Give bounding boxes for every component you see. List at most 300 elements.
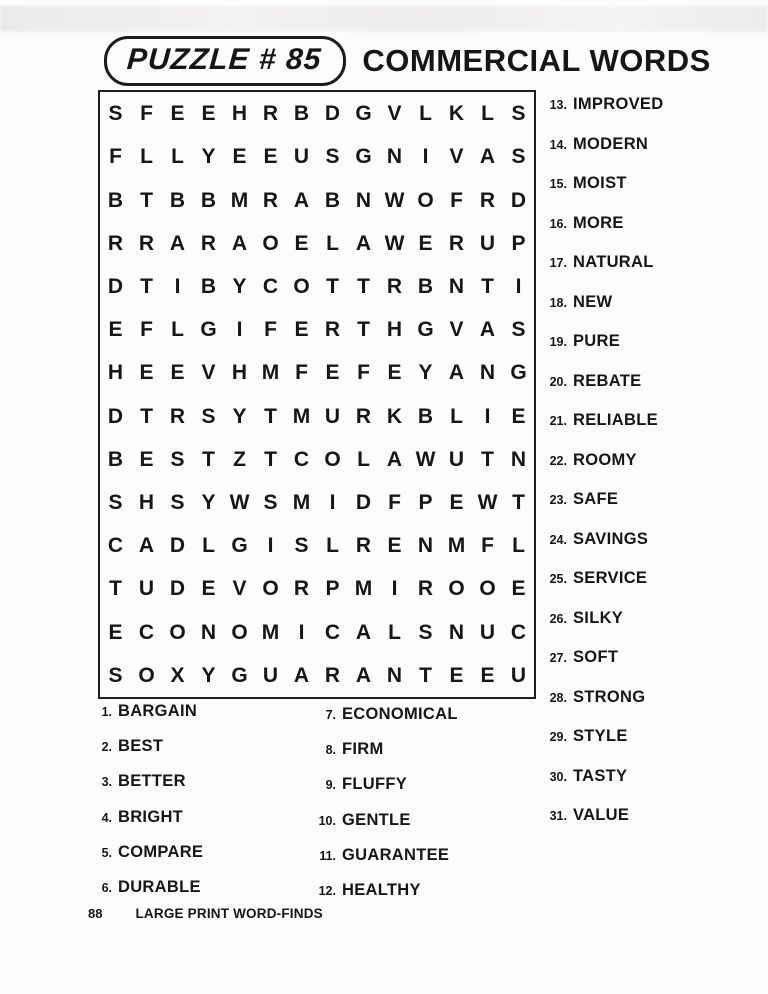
grid-letter: E [170, 361, 185, 385]
grid-letter: B [169, 188, 186, 212]
word-list-item [543, 806, 758, 825]
grid-letter: L [419, 102, 432, 126]
grid-letter: O [479, 577, 496, 601]
grid-letter: T [481, 447, 494, 471]
grid-letter: R [262, 102, 279, 126]
word-text: MOIST [573, 174, 627, 192]
word-list-item [312, 881, 527, 900]
grid-letter: I [174, 274, 181, 298]
grid-letter: L [388, 620, 401, 644]
grid-letter: E [139, 361, 154, 385]
grid-letter: U [479, 231, 496, 255]
grid-letter: A [355, 231, 372, 255]
grid-letter: T [140, 404, 153, 428]
grid-letter: H [386, 318, 403, 342]
grid-letter: F [264, 318, 277, 342]
word-list-item [312, 740, 527, 759]
grid-letter: B [107, 188, 124, 212]
grid-letter: G [355, 145, 372, 169]
word-text: SOFT [573, 648, 619, 666]
word-list-middle [312, 705, 527, 900]
grid-letter: I [515, 274, 522, 298]
grid-letter: Y [418, 361, 433, 385]
word-text: TASTY [573, 766, 628, 785]
grid-letter: Y [232, 404, 247, 428]
grid-letter: R [200, 231, 217, 255]
grid-letter: T [109, 577, 122, 601]
grid-letter: S [170, 491, 185, 515]
word-number: 17. [549, 256, 567, 270]
grid-letter: B [200, 274, 217, 298]
grid-letter: E [170, 102, 185, 126]
grid-letter: B [200, 188, 217, 212]
word-text: REBATE [573, 371, 642, 390]
grid-letter: V [232, 577, 247, 601]
puzzle-number-badge [104, 36, 346, 86]
grid-letter: I [236, 318, 243, 342]
word-text: COMPARE [118, 842, 204, 861]
word-text: STYLE [573, 727, 628, 745]
grid-letter: Y [201, 663, 216, 687]
grid-letter: S [108, 102, 123, 126]
grid-letter: B [324, 188, 341, 212]
grid-letter: R [293, 577, 310, 601]
grid-letter: C [510, 620, 527, 644]
word-list-item [543, 293, 758, 312]
grid-letter: U [510, 663, 527, 687]
grid-letter: R [386, 274, 403, 298]
word-list-item [543, 174, 758, 193]
grid-letter: O [262, 231, 279, 255]
word-list-item [96, 737, 306, 756]
grid-letter: E [449, 663, 464, 687]
word-list-item [543, 332, 758, 351]
grid-letter: O [417, 188, 434, 212]
grid-letter: Y [201, 145, 216, 169]
word-text: DURABLE [118, 877, 201, 896]
grid-letter: M [292, 404, 311, 428]
grid-letter: S [511, 145, 526, 169]
grid-letter: F [450, 188, 463, 212]
word-list-item [96, 702, 306, 721]
grid-letter: D [169, 577, 186, 601]
grid-letter: T [202, 447, 215, 471]
grid-letter: D [510, 188, 527, 212]
grid-letter: C [107, 534, 124, 558]
grid-letter: G [417, 318, 434, 342]
word-text: FLUFFY [342, 775, 408, 794]
grid-letter: D [169, 534, 186, 558]
grid-letter: O [262, 577, 279, 601]
grid-letter: T [264, 447, 277, 471]
grid-letter: W [384, 231, 405, 255]
grid-letter: U [448, 447, 465, 471]
grid-letter: A [386, 447, 403, 471]
word-text: SILKY [573, 608, 624, 627]
grid-letter: E [449, 491, 464, 515]
word-list-right [543, 95, 758, 825]
grid-letter: G [510, 361, 527, 385]
grid-letter: R [355, 404, 372, 428]
grid-letter: L [326, 534, 339, 558]
word-text: SERVICE [573, 569, 648, 587]
word-text: FIRM [342, 740, 384, 759]
grid-letter: A [448, 361, 465, 385]
book-title: LARGE PRINT WORD-FINDS [135, 906, 323, 921]
word-number: 23. [549, 493, 567, 507]
grid-letter: A [231, 231, 248, 255]
grid-letter: N [448, 274, 465, 298]
word-list-item [543, 135, 758, 154]
grid-letter: L [450, 404, 463, 428]
word-number: 1. [101, 705, 112, 719]
grid-letter: I [329, 491, 336, 515]
grid-letter: L [171, 145, 184, 169]
word-list-item [96, 808, 306, 827]
word-number: 11. [319, 848, 336, 863]
grid-letter: H [138, 491, 155, 515]
grid-letter: T [264, 404, 277, 428]
grid-letter: N [448, 620, 465, 644]
grid-letter: N [479, 361, 496, 385]
word-list-item [543, 95, 758, 114]
grid-letter: K [386, 404, 403, 428]
grid-letter: I [267, 534, 274, 558]
grid-letter: C [138, 620, 155, 644]
word-text: RELIABLE [573, 411, 658, 429]
grid-letter: U [262, 663, 279, 687]
grid-letter: E [294, 231, 309, 255]
word-number: 18. [549, 295, 567, 310]
word-text: GUARANTEE [342, 845, 450, 864]
grid-letter: D [107, 274, 124, 298]
word-text: MODERN [573, 134, 649, 153]
grid-letter: C [262, 274, 279, 298]
grid-letter: S [108, 663, 123, 687]
grid-letter: T [357, 318, 370, 342]
grid-letter: S [511, 102, 526, 126]
grid-letter: T [481, 274, 494, 298]
grid-letter: X [170, 663, 185, 687]
puzzle-number-label: PUZZLE # 85 [125, 43, 323, 76]
word-number: 12. [318, 883, 336, 898]
word-text: PURE [573, 332, 621, 350]
word-number: 9. [325, 778, 336, 793]
word-number: 28. [549, 690, 567, 705]
word-number: 26. [549, 611, 567, 626]
grid-letter: G [231, 534, 248, 558]
word-list-item [543, 609, 758, 628]
grid-letter: E [232, 145, 247, 169]
grid-letter: V [449, 145, 464, 169]
scan-artifact-band [0, 6, 768, 32]
grid-letter: E [201, 102, 216, 126]
word-number: 22. [549, 453, 567, 468]
word-text: NEW [573, 292, 613, 311]
grid-letter: R [138, 231, 155, 255]
grid-letter: T [357, 274, 370, 298]
word-list-item [543, 451, 758, 470]
grid-letter: E [480, 663, 495, 687]
grid-letter: I [422, 145, 429, 169]
grid-letter: I [484, 404, 491, 428]
grid-letter: T [419, 663, 432, 687]
grid-letter: L [512, 534, 525, 558]
grid-letter: A [355, 663, 372, 687]
grid-letter: L [202, 534, 215, 558]
grid-letter: S [511, 318, 526, 342]
word-list-item [312, 846, 527, 865]
grid-letter: H [231, 102, 248, 126]
grid-letter: O [231, 620, 248, 644]
grid-letter: E [511, 404, 526, 428]
grid-letter: N [386, 663, 403, 687]
grid-letter: V [201, 361, 216, 385]
grid-letter: M [447, 534, 466, 558]
word-number: 20. [549, 374, 567, 389]
grid-letter: E [201, 577, 216, 601]
grid-letter: U [479, 620, 496, 644]
grid-letter: C [324, 620, 341, 644]
word-list-item [543, 569, 758, 588]
grid-letter: W [415, 447, 436, 471]
grid-letter: S [418, 620, 433, 644]
grid-letter: C [293, 447, 310, 471]
word-number: 29. [549, 730, 567, 744]
word-text: NATURAL [573, 253, 654, 271]
word-text: BRIGHT [118, 807, 184, 826]
grid-letter: D [107, 404, 124, 428]
grid-letter: F [357, 361, 370, 385]
grid-letter: E [511, 577, 526, 601]
word-list-item [543, 727, 758, 746]
word-number: 15. [549, 177, 567, 191]
grid-letter: L [171, 318, 184, 342]
grid-letter: I [298, 620, 305, 644]
word-list-item [312, 705, 527, 724]
word-number: 19. [549, 335, 567, 349]
word-number: 8. [325, 743, 336, 758]
word-text: HEALTHY [342, 880, 421, 899]
grid-letter: N [386, 145, 403, 169]
grid-letter: A [293, 188, 310, 212]
word-list-item [543, 490, 758, 509]
grid-letter: H [231, 361, 248, 385]
grid-letter: A [355, 620, 372, 644]
word-search-grid [98, 90, 536, 699]
word-list-item [543, 767, 758, 786]
grid-letter: V [449, 318, 464, 342]
grid-letter: O [293, 274, 310, 298]
page-title: COMMERCIAL WORDS [362, 43, 711, 78]
grid-letter: E [263, 145, 278, 169]
grid-letter: B [107, 447, 124, 471]
grid-letter: N [200, 620, 217, 644]
word-list-item [543, 530, 758, 549]
word-number: 3. [101, 775, 112, 790]
word-number: 27. [549, 651, 567, 665]
grid-letter: D [324, 102, 341, 126]
grid-letter: T [512, 491, 525, 515]
grid-letter: G [200, 318, 217, 342]
grid-letter: V [387, 102, 402, 126]
grid-letter: R [448, 231, 465, 255]
word-list-item [543, 411, 758, 430]
grid-letter: Y [232, 274, 247, 298]
grid-letter: T [140, 274, 153, 298]
grid-letter: S [325, 145, 340, 169]
grid-letter: Y [201, 491, 216, 515]
grid-letter: R [324, 663, 341, 687]
grid-letter: L [140, 145, 153, 169]
word-text: SAFE [573, 490, 619, 508]
word-list-item [96, 772, 306, 791]
grid-letter: F [295, 361, 308, 385]
page-number: 88 [88, 906, 103, 921]
grid-letter: O [448, 577, 465, 601]
word-list-item [543, 688, 758, 707]
grid-letter: R [169, 404, 186, 428]
word-text: IMPROVED [573, 95, 664, 113]
word-list-item [543, 372, 758, 391]
grid-letter: K [448, 102, 465, 126]
grid-letter: S [108, 491, 123, 515]
grid-letter: A [169, 231, 186, 255]
word-number: 13. [549, 98, 567, 112]
word-text: ECONOMICAL [342, 705, 458, 723]
word-text: SAVINGS [573, 529, 649, 548]
word-number: 6. [101, 880, 112, 895]
word-number: 7. [325, 708, 336, 722]
grid-letter: I [391, 577, 398, 601]
grid-letter: F [109, 145, 122, 169]
grid-letter: U [324, 404, 341, 428]
grid-letter: B [417, 404, 434, 428]
grid-letter: A [138, 534, 155, 558]
word-list-left [96, 702, 306, 897]
grid-letter: M [261, 361, 280, 385]
grid-letter: Z [233, 447, 246, 471]
grid-letter: N [355, 188, 372, 212]
grid-letter: L [326, 231, 339, 255]
grid-letter: U [293, 145, 310, 169]
grid-letter: A [479, 145, 496, 169]
word-list-item [96, 843, 306, 862]
grid-letter: R [107, 231, 124, 255]
grid-letter: T [326, 274, 339, 298]
grid-letter: M [261, 620, 280, 644]
grid-letter: F [140, 318, 153, 342]
grid-letter: F [388, 491, 401, 515]
grid-letter: E [418, 231, 433, 255]
grid-letter: T [140, 188, 153, 212]
grid-letter: E [294, 318, 309, 342]
grid-letter: O [138, 663, 155, 687]
grid-letter: H [107, 361, 124, 385]
grid-letter: R [262, 188, 279, 212]
grid-letter: W [384, 188, 405, 212]
word-list-item [312, 775, 527, 794]
grid-letter: P [325, 577, 340, 601]
grid-letter: M [230, 188, 249, 212]
grid-letter: N [417, 534, 434, 558]
grid-letter: A [479, 318, 496, 342]
grid-letter: L [357, 447, 370, 471]
grid-letter: G [355, 102, 372, 126]
word-text: BETTER [118, 772, 186, 791]
grid-letter: B [293, 102, 310, 126]
grid-letter: O [324, 447, 341, 471]
grid-letter: R [355, 534, 372, 558]
word-number: 5. [101, 845, 112, 860]
word-number: 2. [101, 740, 112, 755]
grid-letter: S [170, 447, 185, 471]
grid-letter: M [292, 491, 311, 515]
grid-letter: W [477, 491, 498, 515]
word-number: 4. [101, 810, 112, 825]
grid-letter: O [169, 620, 186, 644]
word-list-item [543, 253, 758, 272]
grid-letter: B [417, 274, 434, 298]
grid-letter: U [138, 577, 155, 601]
word-number: 21. [549, 414, 567, 428]
grid-letter: L [481, 102, 494, 126]
grid-letter: E [325, 361, 340, 385]
word-number: 24. [549, 532, 567, 547]
grid-letter: S [263, 491, 278, 515]
page-header [104, 36, 711, 86]
word-number: 14. [549, 137, 567, 152]
grid-letter: F [481, 534, 494, 558]
grid-letter: D [355, 491, 372, 515]
page-footer [88, 906, 323, 921]
word-list-item [543, 214, 758, 233]
grid-letter: E [108, 318, 123, 342]
grid-letter: E [139, 447, 154, 471]
grid-letter: W [229, 491, 250, 515]
grid-letter: G [231, 663, 248, 687]
word-number: 25. [549, 572, 567, 586]
grid-letter: R [324, 318, 341, 342]
word-number: 10. [318, 813, 336, 828]
word-text: MORE [573, 213, 624, 232]
word-list-item [96, 878, 306, 897]
word-list-item [543, 648, 758, 667]
word-number: 16. [549, 216, 567, 231]
grid-letter: P [511, 231, 526, 255]
word-text: STRONG [573, 687, 646, 706]
grid-letter: R [479, 188, 496, 212]
grid-letter: S [201, 404, 216, 428]
word-number: 30. [549, 769, 567, 784]
grid-letter: A [293, 663, 310, 687]
grid-letter: E [108, 620, 123, 644]
grid-letter: E [387, 361, 402, 385]
grid-letter: S [294, 534, 309, 558]
word-text: GENTLE [342, 810, 411, 829]
grid-letter: P [418, 491, 433, 515]
word-text: BEST [118, 737, 164, 756]
grid-letter: E [387, 534, 402, 558]
grid-letter: F [140, 102, 153, 126]
word-number: 31. [549, 809, 567, 823]
grid-letter: N [510, 447, 527, 471]
word-text: ROOMY [573, 450, 637, 469]
grid-letter: M [354, 577, 373, 601]
grid-letter: R [417, 577, 434, 601]
word-text: VALUE [573, 806, 630, 824]
word-list-item [312, 811, 527, 830]
